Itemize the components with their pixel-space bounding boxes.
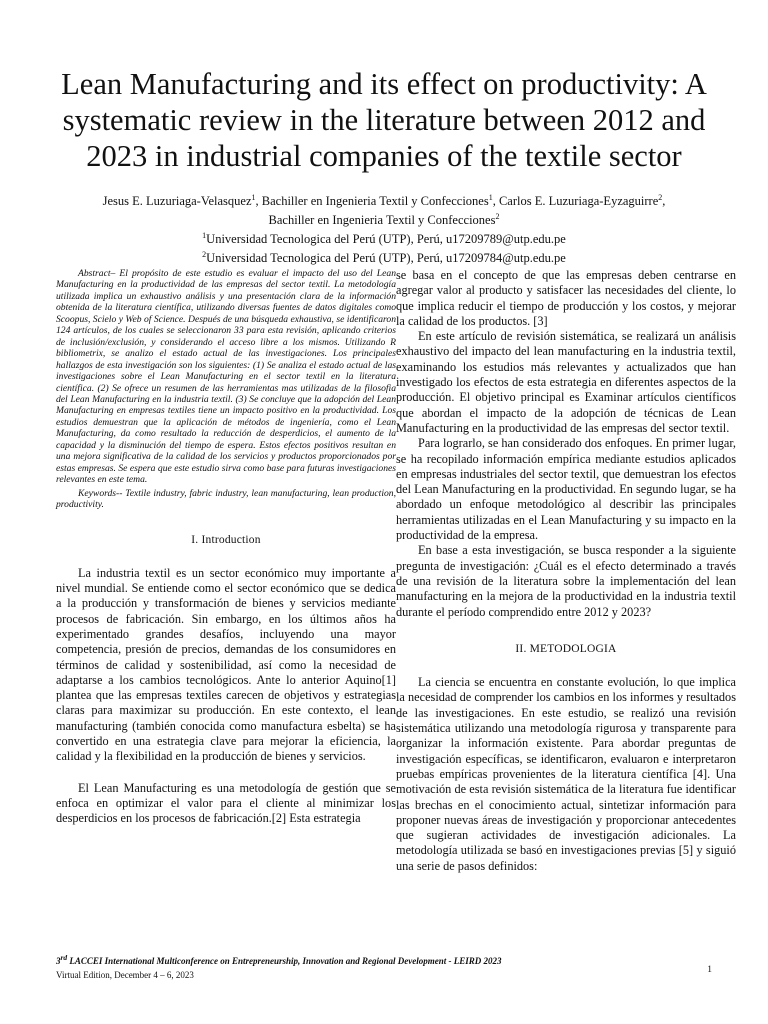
keywords: Keywords-- Textile industry, fabric industry, lean manufacturing, lean production, productivity. — [56, 487, 396, 511]
affiliation-2: $^2$Universidad Tecnologica del Perú (UTP), Perú, u17209784@utp.edu.pe — [202, 250, 566, 266]
intro-paragraph: En base a esta investigación, se busca responder a la siguiente pregunta de investigación: ¿Cuál es el efecto determinado a través de una revisión de la literatura sobre la implementación del lean manufacturing en la mejora de la productividad en la industria textil durante el período comprendido entre 2012 y 2023? — [396, 543, 736, 619]
author-line-1: Jesus E. Luzuriaga-Velasquez$^1$, Bachiller en Ingenieria Textil y Confecciones$^1$, Carlos E. Luzuriaga-Eyzaguirre$^2$, — [102, 193, 666, 209]
right-column — [396, 268, 736, 874]
page-footer — [56, 951, 716, 982]
page-number: 1 — [707, 965, 712, 975]
intro-paragraph: se basa en el concepto de que las empresas deben centrarse en agregar valor al producto y satisfacer las necesidades del cliente, lo que implica reducir el tiempo de producción y los costos, y mejorar la calidad de los productos. [3] — [396, 268, 736, 328]
intro-paragraph: En este artículo de revisión sistemática, se realizará un análisis exhaustivo del impacto del lean manufacturing en la industria textil, examinando los estudios más relevantes y actualizados que han investigado los efectos de esta estrategia en diferentes aspectos de la producción. El objetivo principal es Examinar artículos científicos que abordan el impacto de la adopción de técnicas de Lean Manufacturing en la productividad de las empresas del sector textil. — [396, 329, 736, 435]
intro-paragraph: El Lean Manufacturing es una metodología de gestión que se enfoca en optimizar el valor para el cliente al minimizar los desperdicios en los procesos de fabricación.[2] Esta estrategia — [56, 780, 396, 826]
left-column — [56, 268, 396, 827]
author-name-1: Jesus E. Luzuriaga-Velasquez — [102, 194, 252, 209]
author-block — [40, 190, 728, 267]
conference-edition: Virtual Edition, December 4 – 6, 2023 — [56, 970, 194, 980]
author-line-2: Bachiller en Ingenieria Textil y Confecciones$^2$ — [268, 212, 500, 228]
paper-title: Lean Manufacturing and its effect on productivity: A systematic review in the literature between 2012 and 2023 in industrial companies of the textile sector — [61, 67, 707, 173]
section-heading-introduction: I. Introduction — [191, 533, 261, 546]
intro-paragraph: La industria textil es un sector económico muy importante a nivel mundial. Se entiende como el sector económico que se dedica a la producción y transformación de bienes y servicios mediante procesos de fabricación. Sin embargo, en los últimos años ha experimentado grandes desafíos, incluyendo una mayor competencia, presión de precios, demandas de los consumidores en términos de calidad y sostenibilidad, así como la necesidad de adaptarse a los cambios tecnológicos. Ante lo anterior Aquino[1] plantea que las empresas textiles carecen de objetivos y estrategias claras para maximizar su producción. En este contexto, el lean manufacturing (también conocida como manufactura esbelta) se ha convertido en una estrategia clave para mejorar la eficiencia, la calidad y la flexibilidad en la producción de bienes y servicios. — [56, 565, 396, 764]
methodology-paragraph: La ciencia se encuentra en constante evolución, lo que implica la necesidad de comprender los cambios en los informes y resultados de las investigaciones. En este estudio, se realizó una revisión sistemática utilizando una metodología rigurosa y transparente para organizar la información existente. Para abordar preguntas de investigación específicas, se identificaron, evaluaron e interpretaron pruebas empíricas provenientes de la literatura científica [4]. Una motivación de esta revisión sistemática de la literatura fue identificar las brechas en el conocimiento actual, sintetizar información para proponer nuevas áreas de investigación y proporcionar antecedentes que sugieran actividades de investigación adicionales. La metodología utilizada se basó en investigaciones previas [5] y siguió una serie de pasos definidos: — [396, 675, 736, 873]
intro-paragraph: Para lograrlo, se han considerado dos enfoques. En primer lugar, se ha recopilado información empírica mediante estudios aplicados en empresas industriales del sector textil, que demuestran los efectos del Lean Manufacturing en la productividad. En segundo lugar, se ha abordado un enfoque metodológico al describir las principales herramientas utilizadas en el Lean Manufacturing y su impacto en la productividad de la empresa. — [396, 436, 736, 543]
affiliation-1: $^1$Universidad Tecnologica del Perú (UTP), Perú, u17209789@utp.edu.pe — [202, 231, 566, 247]
author-name-2: , Carlos E. Luzuriaga-Eyzaguirre — [492, 194, 659, 209]
conference-name: 3rd LACCEI International Multiconference on Entrepreneurship, Innovation and Regional Development - LEIRD 2023 — [56, 953, 502, 966]
abstract: Abstract– El propósito de este estudio es evaluar el impacto del uso del Lean Manufacturing en la productividad de las empresas del sector textil. La metodología utilizada implica un exhaustivo análisis y una presentación clara de la información obtenida de la literatura científica, utilizando diversas fuentes de datos digitales como Scoopus, Scielo y Web of Science. Después de una búsqueda exhaustiva, se identificaron 124 artículos, de los cuales se seleccionaron 33 para esta revisión, aplicando criterios de inclusión/exclusión, y considerando el acceso libre a los mismos. Utilizando R bibliometrix, se analizo el estado actual de las investigaciones. Los principales hallazgos de esta investigación son los siguientes: (1) Se analiza el estado actual de las investigaciones sobre el Lean Manufacturing en el sector textil en la literatura científica. (2) Se ofrece un resumen de las herramientas mas utilizadas de la filosofia del Lean Manufacturing en la industria textil. (3) Se concluye que la adopción del Lean Manufacturing en empresas textiles tiene un impacto positivo en la productividad. Los estudios demuestran que la aplicación de métodos de ingeniería, como el Lean Manufacturing, da como resultado la reducción de desperdicios, el aumento de la capacidad y la disminución del tiempo de espera. Estos efectos positivos resultan en una mejora significativa de la calidad de los servicios y productos proporcionados por estas empresas. Se espera que este estudio sirva como base para futuras investigaciones relevantes en este tema. — [56, 268, 396, 486]
section-heading-methodology: II. METODOLOGIA — [515, 642, 617, 655]
